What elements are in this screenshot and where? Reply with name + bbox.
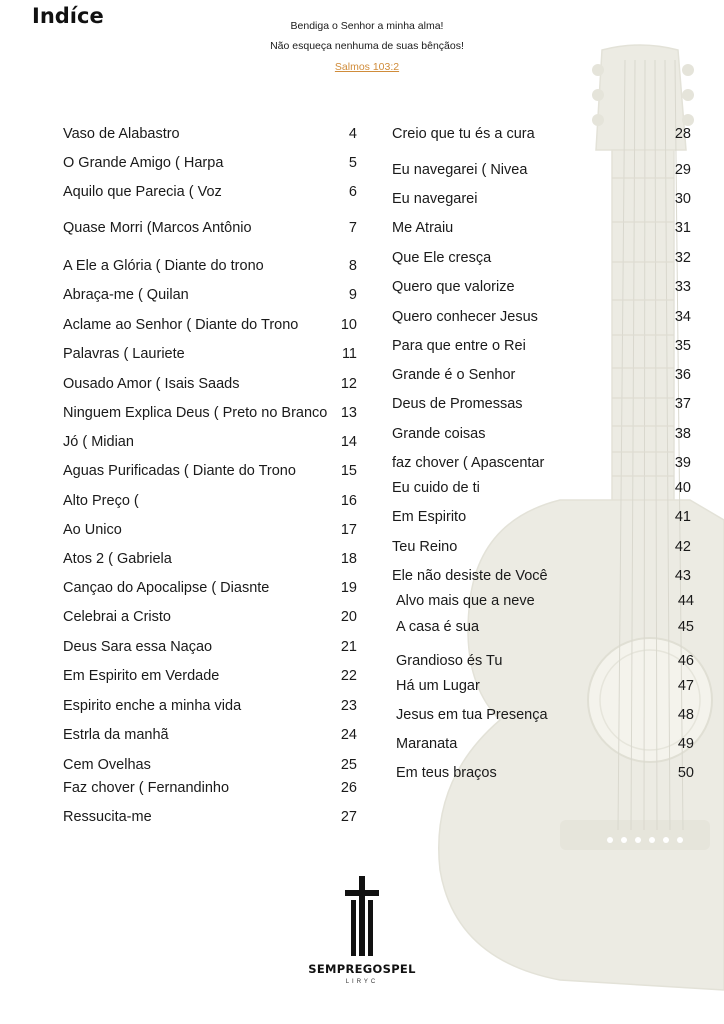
- toc-entry-page: 17: [340, 522, 357, 538]
- toc-entry-page: 16: [340, 493, 357, 509]
- toc-entry-title: faz chover ( Apascentar: [392, 455, 545, 471]
- toc-entry-page: 24: [340, 727, 357, 743]
- toc-entry-page: 50: [677, 765, 694, 781]
- toc-entry-page: 36: [674, 367, 691, 383]
- toc-entry-title: Eu navegarei: [392, 191, 478, 207]
- toc-entry-title: O Grande Amigo ( Harpa: [63, 155, 224, 171]
- toc-entry-page: 41: [674, 509, 691, 525]
- toc-entry-title: Quase Morri (Marcos Antônio: [63, 220, 252, 236]
- toc-entry-page: 13: [340, 405, 357, 421]
- toc-entry-title: Abraça-me ( Quilan: [63, 287, 189, 303]
- toc-entry-page: 11: [341, 346, 357, 362]
- toc-entry[interactable]: [392, 160, 691, 180]
- toc-entry[interactable]: [63, 432, 357, 452]
- toc-entry-title: Vaso de Alabastro: [63, 126, 180, 142]
- toc-entry[interactable]: [63, 807, 357, 827]
- toc-entry[interactable]: [63, 520, 357, 540]
- toc-entry[interactable]: [392, 566, 691, 586]
- toc-entry[interactable]: [63, 607, 357, 627]
- toc-entry-title: Celebrai a Cristo: [63, 609, 171, 625]
- toc-entry-title: Em Espirito em Verdade: [63, 668, 220, 684]
- toc-entry[interactable]: [392, 124, 691, 144]
- toc-entry[interactable]: [396, 676, 695, 696]
- toc-entry[interactable]: [63, 755, 357, 775]
- toc-entry-title: Alto Preço (: [63, 493, 139, 509]
- toc-entry-title: Espirito enche a minha vida: [63, 698, 242, 714]
- toc-entry-title: Teu Reino: [392, 539, 458, 555]
- toc-entry-title: Quero que valorize: [392, 279, 515, 295]
- toc-entry-title: Ao Unico: [63, 522, 122, 538]
- toc-entry-title: Há um Lugar: [396, 678, 480, 694]
- toc-entry[interactable]: [392, 307, 691, 327]
- toc-entry-title: Ousado Amor ( Isais Saads: [63, 376, 240, 392]
- toc-entry-page: 10: [340, 317, 357, 333]
- toc-entry[interactable]: [392, 218, 691, 238]
- toc-entry[interactable]: [392, 424, 691, 444]
- toc-entry-title: Aquilo que Parecia ( Voz: [63, 184, 222, 200]
- toc-entry-page: 23: [340, 698, 357, 714]
- toc-entry-title: A casa é sua: [396, 619, 480, 635]
- toc-entry-title: Atos 2 ( Gabriela: [63, 551, 172, 567]
- toc-entry[interactable]: [63, 344, 357, 364]
- toc-entry-page: 28: [674, 126, 691, 142]
- toc-entry[interactable]: [63, 637, 357, 657]
- toc-entry[interactable]: [63, 696, 357, 716]
- toc-entry-page: 40: [674, 480, 691, 496]
- toc-entry-title: Cançao do Apocalipse ( Diasnte: [63, 580, 270, 596]
- toc-entry-page: 43: [674, 568, 691, 584]
- toc-entry-page: 22: [340, 668, 357, 684]
- toc-entry-title: Grandioso és Tu: [396, 653, 503, 669]
- toc-entry[interactable]: [63, 182, 357, 202]
- verse-line-1: Bendiga o Senhor a minha alma!: [290, 20, 444, 32]
- toc-entry-page: 18: [340, 551, 357, 567]
- toc-entry-title: Eu cuido de ti: [392, 480, 480, 496]
- brand-name: SEMPREGOSPEL: [308, 962, 416, 976]
- toc-entry-title: Aclame ao Senhor ( Diante do Trono: [63, 317, 299, 333]
- toc-entry-title: Eu navegarei ( Nivea: [392, 162, 528, 178]
- toc-entry-page: 15: [340, 463, 357, 479]
- toc-entry-page: 42: [674, 539, 691, 555]
- toc-entry-page: 45: [677, 619, 694, 635]
- toc-entry[interactable]: [396, 763, 695, 783]
- toc-entry-page: 37: [674, 396, 691, 412]
- toc-entry[interactable]: [392, 365, 691, 385]
- toc-entry[interactable]: [392, 537, 691, 557]
- toc-entry-page: 6: [348, 184, 357, 200]
- toc-entry-title: Ninguem Explica Deus ( Preto no Branco: [63, 405, 328, 421]
- toc-entry[interactable]: [396, 617, 695, 637]
- toc-entry-title: Deus de Promessas: [392, 396, 523, 412]
- toc-entry-title: Quero conhecer Jesus: [392, 309, 538, 325]
- toc-entry[interactable]: [63, 725, 357, 745]
- toc-entry-title: Para que entre o Rei: [392, 338, 526, 354]
- toc-entry[interactable]: [392, 507, 691, 527]
- toc-entry-title: Em teus braços: [396, 765, 497, 781]
- toc-entry-page: 30: [674, 191, 691, 207]
- toc-entry[interactable]: [63, 666, 357, 686]
- toc-entry-page: 26: [340, 780, 357, 796]
- toc-entry[interactable]: [392, 277, 691, 297]
- toc-entry-title: Alvo mais que a neve: [396, 593, 535, 609]
- toc-entry[interactable]: [63, 778, 357, 798]
- toc-entry-page: 14: [340, 434, 357, 450]
- toc-entry-page: 4: [348, 126, 357, 142]
- toc-entry-title: Me Atraiu: [392, 220, 454, 236]
- toc-entry[interactable]: [63, 491, 357, 511]
- toc-entry-page: 19: [340, 580, 357, 596]
- toc-entry-page: 34: [674, 309, 691, 325]
- toc-entry-title: Que Ele cresça: [392, 250, 492, 266]
- toc-entry-page: 9: [348, 287, 357, 303]
- toc-entry-title: Cem Ovelhas: [63, 757, 151, 773]
- toc-entry-title: Aguas Purificadas ( Diante do Trono: [63, 463, 296, 479]
- toc-entry[interactable]: [63, 315, 357, 335]
- toc-entry-page: 39: [674, 455, 691, 471]
- toc-entry[interactable]: [396, 651, 695, 671]
- toc-entry-page: 49: [677, 736, 694, 752]
- toc-entry-page: 38: [674, 426, 691, 442]
- toc-entry-page: 29: [674, 162, 691, 178]
- toc-entry-title: Deus Sara essa Naçao: [63, 639, 213, 655]
- toc-entry[interactable]: [392, 248, 691, 268]
- verse-reference-link[interactable]: Salmos 103:2: [334, 61, 400, 73]
- toc-entry[interactable]: [392, 453, 691, 473]
- toc-entry[interactable]: [63, 218, 357, 238]
- toc-entry[interactable]: [392, 189, 691, 209]
- toc-entry[interactable]: [63, 578, 357, 598]
- toc-entry[interactable]: [63, 153, 357, 173]
- toc-entry[interactable]: [63, 124, 357, 144]
- page-title: Indíce: [32, 4, 104, 28]
- toc-entry-page: 48: [677, 707, 694, 723]
- toc-entry-page: 7: [348, 220, 357, 236]
- toc-entry-title: Grande é o Senhor: [392, 367, 516, 383]
- toc-entry[interactable]: [392, 394, 691, 414]
- toc-entry-title: Faz chover ( Fernandinho: [63, 780, 230, 796]
- toc-entry-title: Ele não desiste de Você: [392, 568, 548, 584]
- toc-entry-title: Jesus em tua Presença: [396, 707, 548, 723]
- toc-entry-page: 8: [348, 258, 357, 274]
- toc-entry-title: Jó ( Midian: [63, 434, 134, 450]
- toc-entry-page: 44: [677, 593, 694, 609]
- toc-entry-title: Creio que tu és a cura: [392, 126, 535, 142]
- toc-entry[interactable]: [63, 256, 357, 276]
- toc-entry[interactable]: [63, 403, 357, 423]
- verse-line-2: Não esqueça nenhuma de suas bênçãos!: [270, 40, 464, 52]
- toc-entry-page: 27: [340, 809, 357, 825]
- toc-entry[interactable]: [396, 705, 695, 725]
- toc-entry[interactable]: [396, 734, 695, 754]
- toc-entry-title: Em Espirito: [392, 509, 467, 525]
- toc-entry-page: 32: [674, 250, 691, 266]
- toc-entry-title: Grande coisas: [392, 426, 486, 442]
- toc-entry-page: 46: [677, 653, 694, 669]
- toc-entry[interactable]: [63, 549, 357, 569]
- toc-entry-page: 20: [340, 609, 357, 625]
- toc-entry-page: 33: [674, 279, 691, 295]
- toc-entry[interactable]: [63, 461, 357, 481]
- toc-entry[interactable]: [63, 285, 357, 305]
- toc-entry-page: 21: [340, 639, 357, 655]
- toc-entry-page: 5: [348, 155, 357, 171]
- toc-entry[interactable]: [396, 591, 695, 611]
- brand-subtitle: LIRYC: [345, 979, 379, 985]
- toc-entry-page: 12: [340, 376, 357, 392]
- toc-entry-page: 47: [677, 678, 694, 694]
- toc-entry[interactable]: [392, 336, 691, 356]
- toc-entry-title: A Ele a Glória ( Diante do trono: [63, 258, 264, 274]
- toc-entry[interactable]: [63, 374, 357, 394]
- toc-entry-page: 35: [674, 338, 691, 354]
- toc-entry-title: Palavras ( Lauriete: [63, 346, 185, 362]
- toc-entry-page: 31: [674, 220, 691, 236]
- toc-entry[interactable]: [392, 478, 691, 498]
- toc-entry-title: Ressucita-me: [63, 809, 152, 825]
- toc-entry-title: Estrla da manhã: [63, 727, 169, 743]
- toc-entry-page: 25: [340, 757, 357, 773]
- toc-entry-title: Maranata: [396, 736, 458, 752]
